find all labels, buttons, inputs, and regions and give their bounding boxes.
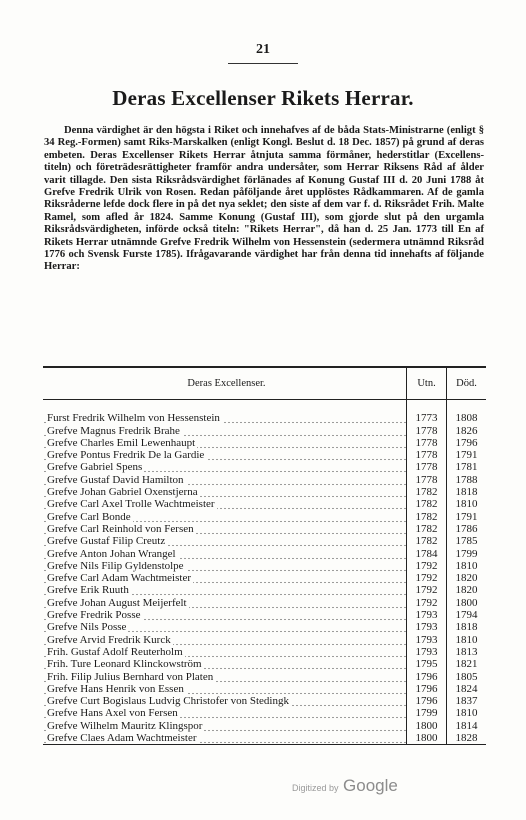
table-body	[43, 400, 486, 745]
row-name: Grefve Gustaf David Hamilton	[47, 473, 184, 486]
row-name-cell	[43, 572, 407, 584]
table-row	[43, 720, 486, 732]
table-row	[43, 621, 486, 633]
watermark-brand: Google	[343, 776, 398, 795]
table-row	[43, 511, 486, 523]
row-name: Frih. Ture Leonard Klinckowström	[47, 658, 202, 671]
table-row	[43, 646, 486, 658]
row-appointed: 1784	[407, 548, 447, 560]
row-died: 1810	[447, 634, 487, 646]
table-row	[43, 671, 486, 683]
row-appointed: 1795	[407, 658, 447, 670]
row-died: 1800	[447, 597, 487, 609]
digitized-watermark	[292, 776, 398, 796]
row-name: Frih. Gustaf Adolf Reuterholm	[47, 645, 183, 658]
header-name: Deras Excellenser.	[43, 367, 407, 400]
row-name: Grefve Anton Johan Wrangel	[47, 547, 176, 560]
row-appointed: 1782	[407, 511, 447, 523]
table-row	[43, 437, 486, 449]
table-spacer	[43, 400, 486, 413]
row-name-cell	[43, 498, 407, 510]
row-name-cell	[43, 523, 407, 535]
row-died: 1808	[447, 412, 487, 424]
row-name-cell	[43, 683, 407, 695]
row-died: 1810	[447, 560, 487, 572]
table-row	[43, 584, 486, 596]
row-name: Grefve Gustaf Filip Creutz	[47, 535, 166, 548]
row-name-cell	[43, 486, 407, 498]
row-died: 1820	[447, 584, 487, 596]
watermark-prefix: Digitized by	[292, 783, 339, 793]
row-name-cell	[43, 695, 407, 707]
row-name: Grefve Carl Reinhold von Fersen	[47, 522, 194, 535]
row-died: 1824	[447, 683, 487, 695]
row-died: 1799	[447, 548, 487, 560]
row-name-cell	[43, 535, 407, 547]
row-appointed: 1782	[407, 498, 447, 510]
row-name: Grefve Carl Axel Trolle Wachtmeister	[47, 498, 215, 511]
table-row	[43, 707, 486, 719]
table-row	[43, 609, 486, 621]
row-appointed: 1792	[407, 584, 447, 596]
row-name: Grefve Curt Bogislaus Ludvig Christofer von Stedingk	[47, 695, 289, 708]
row-name: Grefve Fredrik Posse	[47, 609, 141, 622]
table-row	[43, 498, 486, 510]
row-name: Grefve Claes Adam Wachtmeister	[47, 732, 197, 745]
row-name: Grefve Nils Filip Gyldenstolpe	[47, 559, 184, 572]
row-name-cell	[43, 707, 407, 719]
row-name: Grefve Arvid Fredrik Kurck	[47, 633, 171, 646]
table-row	[43, 486, 486, 498]
row-name-cell	[43, 584, 407, 596]
row-died: 1786	[447, 523, 487, 535]
table-row	[43, 572, 486, 584]
row-appointed: 1799	[407, 707, 447, 719]
row-died: 1837	[447, 695, 487, 707]
row-name-cell	[43, 425, 407, 437]
row-name-cell	[43, 658, 407, 670]
row-appointed: 1793	[407, 609, 447, 621]
row-name-cell	[43, 732, 407, 745]
row-died: 1794	[447, 609, 487, 621]
row-name: Grefve Gabriel Spens	[47, 461, 143, 474]
row-appointed: 1778	[407, 425, 447, 437]
row-died: 1781	[447, 461, 487, 473]
table-row	[43, 449, 486, 461]
row-name: Grefve Wilhelm Mauritz Klingspor	[47, 719, 203, 732]
row-appointed: 1796	[407, 695, 447, 707]
row-name-cell	[43, 597, 407, 609]
row-died: 1828	[447, 732, 487, 745]
row-died: 1821	[447, 658, 487, 670]
row-appointed: 1792	[407, 572, 447, 584]
row-appointed: 1800	[407, 720, 447, 732]
table-row	[43, 523, 486, 535]
row-died: 1814	[447, 720, 487, 732]
row-died: 1805	[447, 671, 487, 683]
row-died: 1791	[447, 449, 487, 461]
row-appointed: 1792	[407, 597, 447, 609]
row-died: 1810	[447, 707, 487, 719]
table-row	[43, 658, 486, 670]
page-number: 21	[256, 42, 270, 57]
row-appointed: 1793	[407, 634, 447, 646]
row-appointed: 1796	[407, 671, 447, 683]
row-died: 1818	[447, 486, 487, 498]
row-name-cell	[43, 511, 407, 523]
row-name: Grefve Johan Gabriel Oxenstjerna	[47, 486, 198, 499]
row-name-cell	[43, 474, 407, 486]
row-appointed: 1778	[407, 461, 447, 473]
table-row	[43, 425, 486, 437]
row-name: Grefve Pontus Fredrik De la Gardie	[47, 449, 205, 462]
row-name-cell	[43, 609, 407, 621]
row-appointed: 1796	[407, 683, 447, 695]
intro-paragraph: Denna värdighet är den högsta i Riket och innehafves af de båda Stats-Ministrarne (enligt § 34 Reg.-Formen) samt Riks-Marskalken (enligt Kongl. Beslut d. 18 Dec. 1857) på grund af deras embeten. Deras Excellenser Rikets Herrar åtnjuta samma förmåner, hederstitlar (Excellens-titeln) och företrädesrättigheter framför andra undersåter, som Herrar Riksens Råd af ålder varit tillagde. Den sista Riksrådsvärdighet förlänades af Konung Gustaf III d. 20 Juni 1788 åt Grefve Fredrik Ulrik von Rosen. Redan påföljande året upplöstes Rådkammaren. Af de gamla Riksråderne lefde dock flere in på det nya seklet; den siste af dem var f. d. Riksrådet Frih. Malte Ramel, som afled år 1824. Samme Konung (Gustaf III), som gjorde slut på den urgamla Riksrådsvärdigheten, införde också titeln: "Rikets Herrar", då han d. 25 Jan. 1773 till En af Rikets Herrar utnämnde Grefve Fredrik Wilhelm von Hessenstein (sedermera utnämnd Riksråd 1776 och Svensk Furste 1785). Ifrågavarande värdighet har från denna tid innehafts af följande Herrar:	[44, 125, 484, 273]
table-row	[43, 695, 486, 707]
row-died: 1810	[447, 498, 487, 510]
row-name: Grefve Johan August Meijerfelt	[47, 596, 187, 609]
row-died: 1820	[447, 572, 487, 584]
row-appointed: 1793	[407, 621, 447, 633]
row-appointed: 1782	[407, 535, 447, 547]
row-appointed: 1778	[407, 474, 447, 486]
page-number-rule	[228, 63, 298, 64]
table-row	[43, 461, 486, 473]
row-name-cell	[43, 646, 407, 658]
table-row	[43, 474, 486, 486]
row-name: Grefve Carl Adam Wachtmeister	[47, 572, 191, 585]
row-name-cell	[43, 461, 407, 473]
row-name: Furst Fredrik Wilhelm von Hessenstein	[47, 412, 220, 425]
row-name: Grefve Carl Bonde	[47, 510, 131, 523]
row-name: Grefve Charles Emil Lewenhaupt	[47, 436, 196, 449]
row-appointed: 1782	[407, 523, 447, 535]
row-name: Frih. Filip Julius Bernhard von Platen	[47, 670, 214, 683]
table-row	[43, 732, 486, 745]
table-row	[43, 597, 486, 609]
table-row	[43, 412, 486, 424]
row-died: 1813	[447, 646, 487, 658]
table-row	[43, 683, 486, 695]
row-died: 1818	[447, 621, 487, 633]
excellencies-table	[43, 366, 486, 745]
row-name-cell	[43, 621, 407, 633]
row-name-cell	[43, 634, 407, 646]
row-name: Grefve Hans Axel von Fersen	[47, 707, 178, 720]
row-name-cell	[43, 548, 407, 560]
row-appointed: 1778	[407, 449, 447, 461]
header-died: Död.	[447, 367, 487, 400]
table-row	[43, 535, 486, 547]
header-appointed: Utn.	[407, 367, 447, 400]
row-died: 1788	[447, 474, 487, 486]
row-name-cell	[43, 560, 407, 572]
row-name-cell	[43, 671, 407, 683]
row-died: 1785	[447, 535, 487, 547]
row-name: Grefve Nils Posse	[47, 621, 127, 634]
page-title: Deras Excellenser Rikets Herrar.	[112, 86, 414, 110]
row-died: 1796	[447, 437, 487, 449]
row-name: Grefve Erik Ruuth	[47, 584, 129, 597]
row-appointed: 1792	[407, 560, 447, 572]
row-name-cell	[43, 437, 407, 449]
row-appointed: 1800	[407, 732, 447, 745]
row-died: 1791	[447, 511, 487, 523]
row-name: Grefve Hans Henrik von Essen	[47, 682, 184, 695]
table-row	[43, 634, 486, 646]
row-name-cell	[43, 720, 407, 732]
table-header-row	[43, 367, 486, 400]
row-died: 1826	[447, 425, 487, 437]
table-row	[43, 560, 486, 572]
row-name: Grefve Magnus Fredrik Brahe	[47, 424, 180, 437]
row-appointed: 1778	[407, 437, 447, 449]
table-row	[43, 548, 486, 560]
row-appointed: 1773	[407, 412, 447, 424]
row-name-cell	[43, 449, 407, 461]
row-appointed: 1782	[407, 486, 447, 498]
row-name-cell	[43, 412, 407, 424]
row-appointed: 1793	[407, 646, 447, 658]
